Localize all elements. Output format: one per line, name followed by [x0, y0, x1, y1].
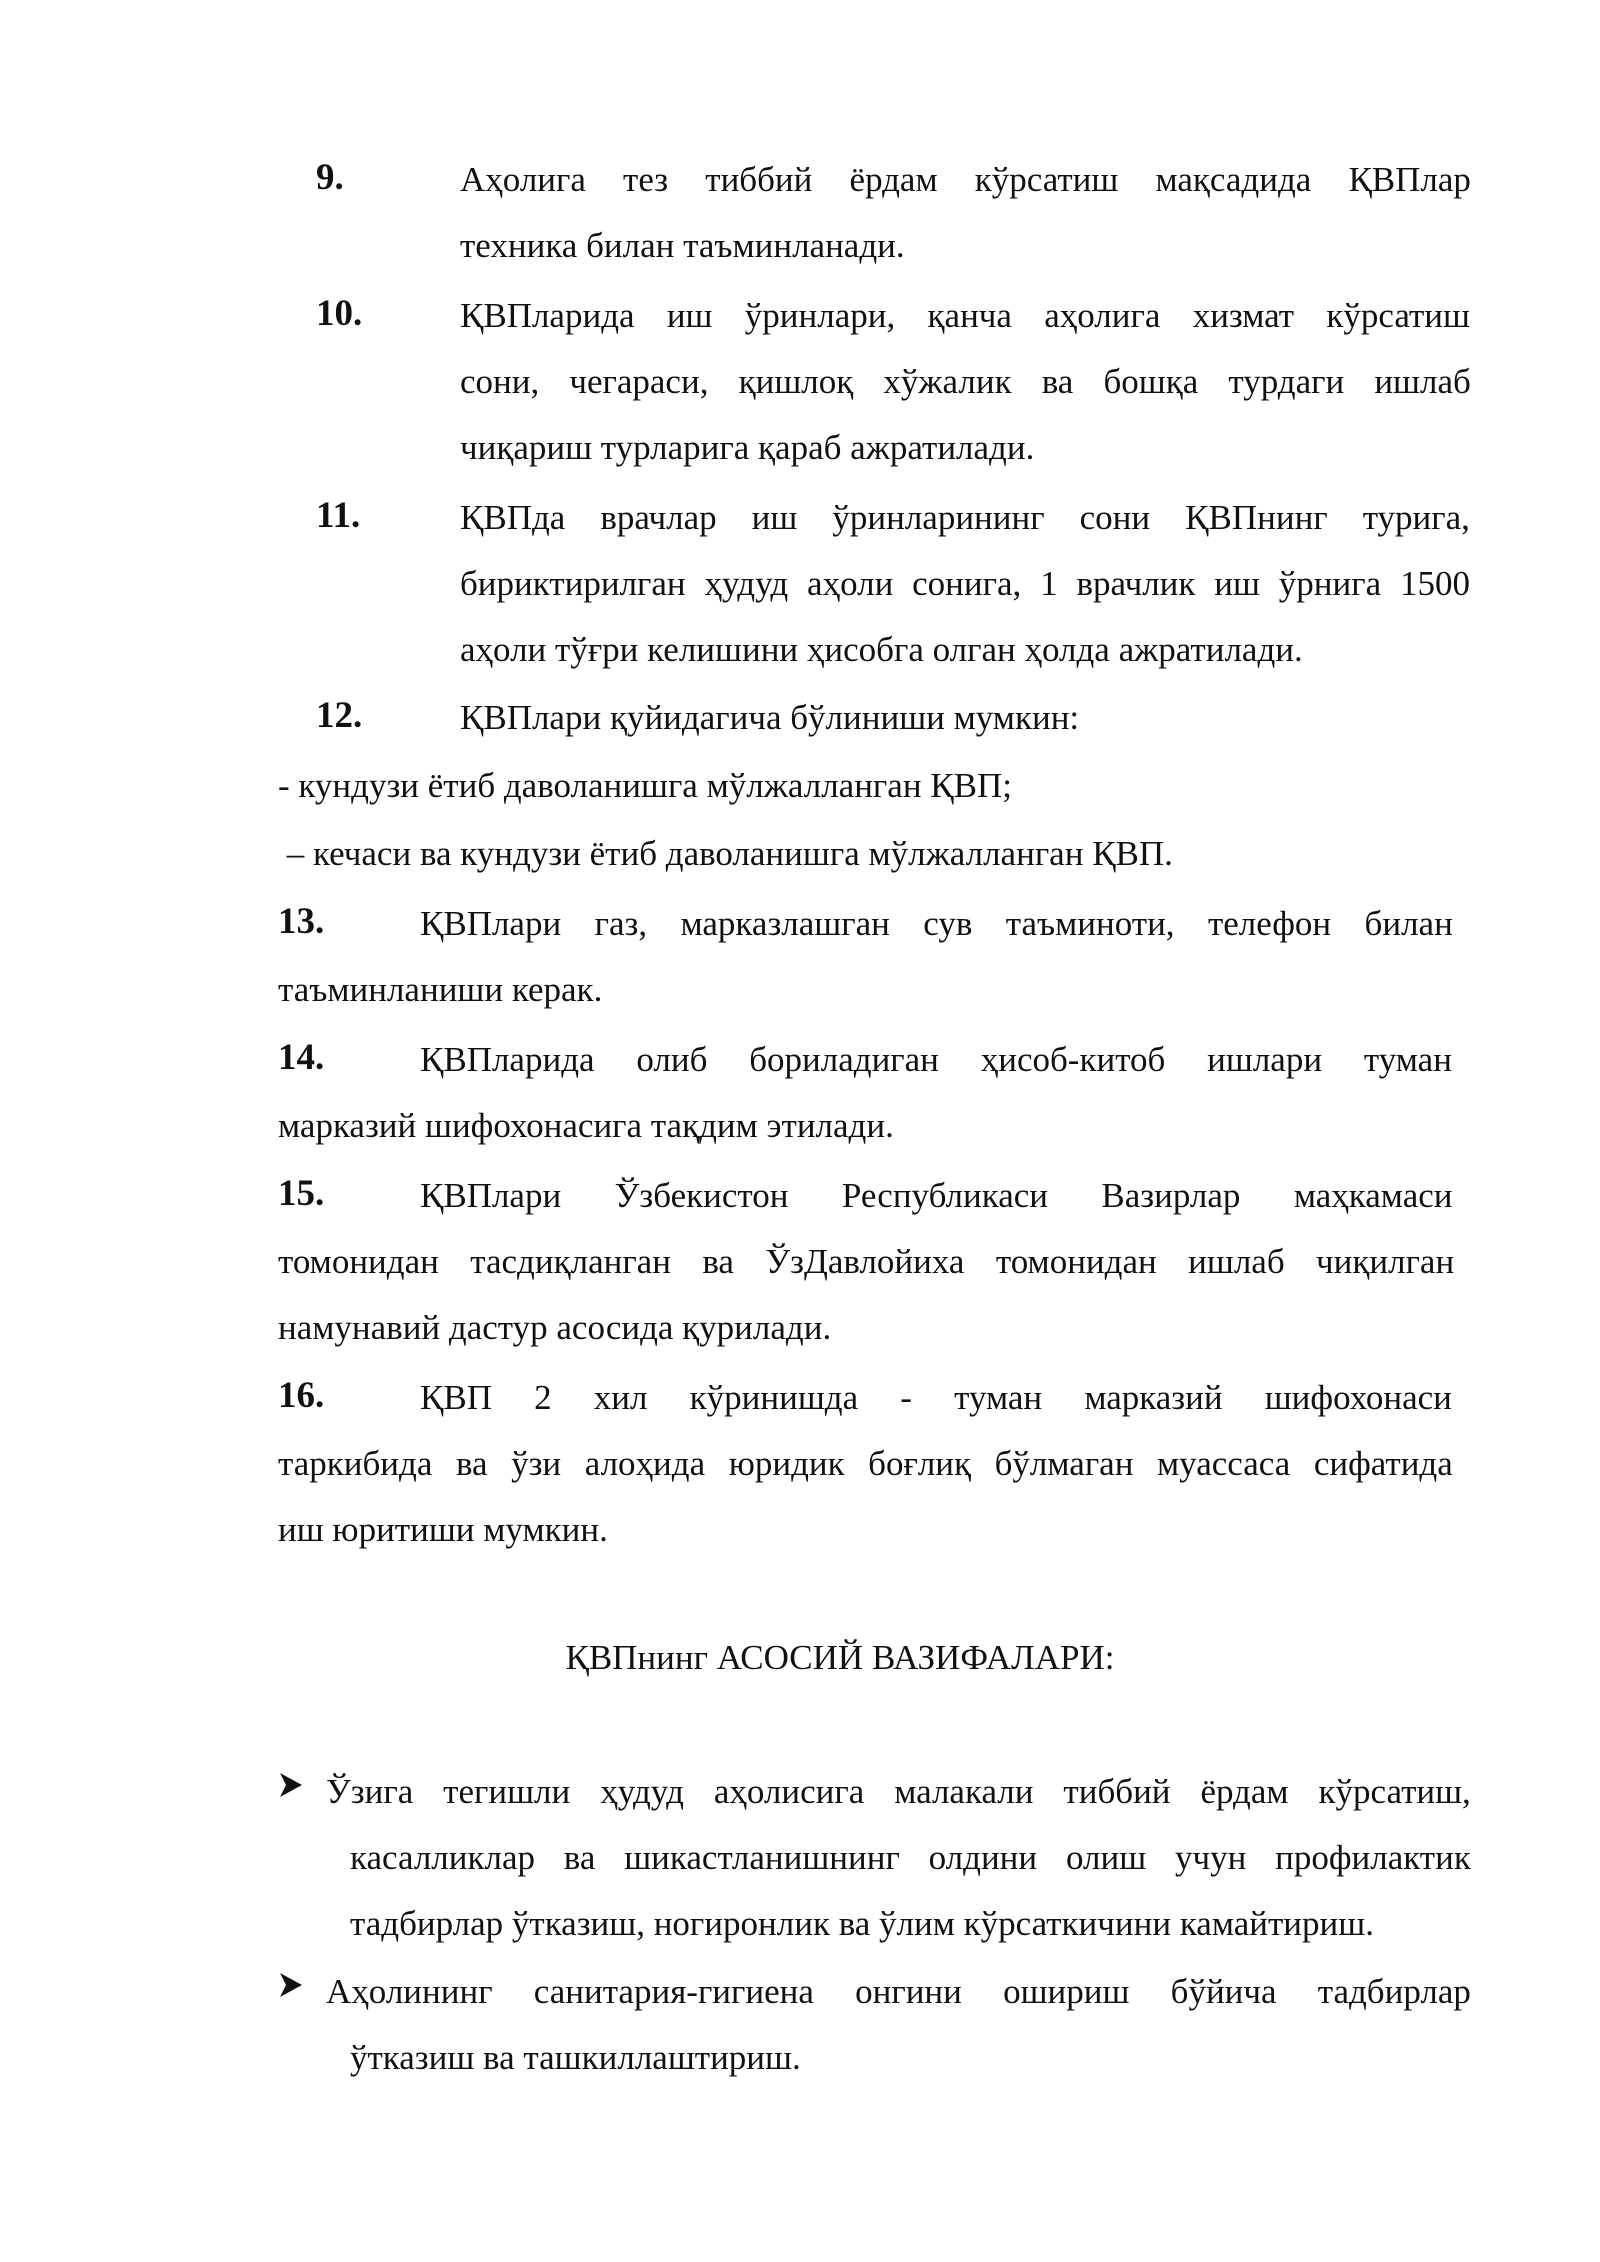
item-number: 15.: [278, 1173, 325, 1214]
item-text-line: ҚВПларида иш ўринлари, қанча аҳолига хизмат кўрсатиш: [460, 296, 1470, 335]
item-number: 12.: [316, 695, 363, 736]
item-text-line: таъминланиши керак.: [278, 970, 603, 1009]
item-number: 16.: [278, 1375, 325, 1416]
item-text-line: томонидан тасдиқланган ва ЎзДавлойиха томонидан ишлаб чиқилган: [278, 1242, 1455, 1281]
item-number: 10.: [316, 293, 363, 334]
bullet-text-line: ўтказиш ва ташкиллаштириш.: [350, 2038, 801, 2077]
item-text-line: ҚВПлари Ўзбекистон Республикаси Вазирлар маҳкамаси: [420, 1176, 1453, 1215]
bullet-text-line: тадбирлар ўтказиш, ногиронлик ва ўлим кўрсаткичини камайтириш.: [350, 1904, 1374, 1943]
item-text-line: техника билан таъминланади.: [460, 226, 905, 265]
item-text-line: сони, чегараси, қишлоқ хўжалик ва бошқа турдаги ишлаб: [460, 362, 1471, 401]
item-text-line: марказий шифохонасига тақдим этилади.: [278, 1106, 894, 1145]
item-number: 11.: [316, 495, 361, 536]
arrowhead-bullet-icon: [278, 1968, 304, 2012]
item-number: 13.: [278, 901, 325, 942]
item-text-line: намунавий дастур асосида қурилади.: [278, 1308, 832, 1347]
section-heading: ҚВПнинг АСОСИЙ ВАЗИФАЛАРИ:: [565, 1638, 1115, 1677]
item-text-line: ҚВПда врачлар иш ўринларининг сони ҚВПнинг турига,: [460, 498, 1470, 537]
dash-list-item: – кечаси ва кундузи ётиб даволанишга мўлжалланган ҚВП.: [278, 834, 1173, 873]
item-text-line: иш юритиши мумкин.: [278, 1510, 608, 1549]
item-number: 14.: [278, 1037, 325, 1078]
item-text-line: таркибида ва ўзи алоҳида юридик боғлиқ бўлмаган муассаса сифатида: [278, 1444, 1453, 1483]
item-text-line: аҳоли тўғри келишини ҳисобга олган ҳолда ажратилади.: [460, 630, 1303, 669]
item-text-line: ҚВПлари газ, марказлашган сув таъминоти, телефон билан: [420, 904, 1453, 943]
item-text-line: ҚВПларида олиб бориладиган ҳисоб-китоб ишлари туман: [420, 1040, 1452, 1079]
item-text-line: Аҳолига тез тиббий ёрдам кўрсатиш мақсадида ҚВПлар: [460, 160, 1471, 199]
dash-list-item: - кундузи ётиб даволанишга мўлжалланган ҚВП;: [278, 766, 1012, 805]
bullet-text-line: касалликлар ва шикастланишнинг олдини олиш учун профилактик: [350, 1838, 1471, 1877]
arrowhead-bullet-icon: [278, 1768, 304, 1812]
item-text-line: чиқариш турларига қараб ажратилади.: [460, 428, 1035, 467]
item-number: 9.: [316, 157, 344, 198]
item-text-line: ҚВПлари қуйидагича бўлиниши мумкин:: [460, 698, 1080, 737]
item-text-line: ҚВП 2 хил кўринишда - туман марказий шифохонаси: [420, 1378, 1452, 1417]
bullet-text-line: Аҳолининг санитария-гигиена онгини ошириш бўйича тадбирлар: [326, 1972, 1471, 2011]
item-text-line: бириктирилган ҳудуд аҳоли сонига, 1 врачлик иш ўрнига 1500: [460, 564, 1470, 603]
bullet-text-line: Ўзига тегишли ҳудуд аҳолисига малакали тиббий ёрдам кўрсатиш,: [326, 1772, 1471, 1811]
